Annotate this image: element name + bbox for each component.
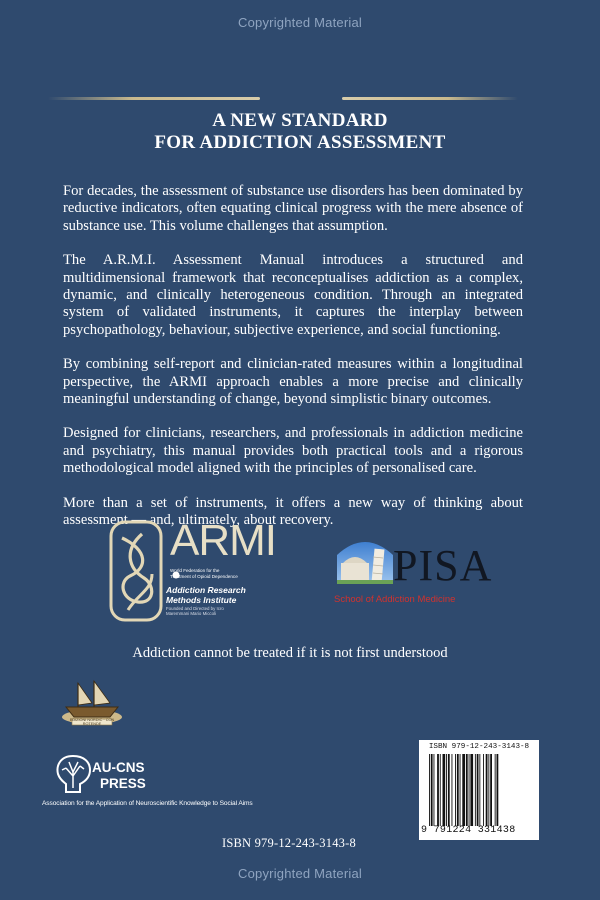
barcode-bars-icon [429, 754, 537, 826]
ship-logo-caption: EDIZIONI NORDIC · CON ROTENDE [69, 718, 115, 726]
tree-head-icon [52, 752, 94, 796]
barcode-bar [429, 754, 430, 826]
headline-line-1: A NEW STANDARD [212, 110, 388, 131]
barcode-bar [488, 754, 489, 826]
headline [0, 110, 580, 154]
armi-institute-name: Addiction Research Methods Institute [166, 585, 246, 605]
barcode-bar [437, 754, 439, 826]
barcode-bar [434, 754, 435, 826]
barcode-bar [483, 754, 484, 826]
aucns-wordmark: AU-CNS [92, 760, 145, 775]
decorative-rule-left [48, 97, 260, 100]
barcode-bar [457, 754, 459, 826]
barcode-bar [431, 754, 433, 826]
barcode-bar [475, 754, 476, 826]
headline-line-2: FOR ADDICTION ASSESSMENT [154, 132, 446, 153]
barcode-bar [497, 754, 499, 826]
barcode-bar [440, 754, 441, 826]
watermark-bottom: Copyrighted Material [238, 866, 362, 881]
watermark-top: Copyrighted Material [238, 15, 362, 30]
barcode-bar [455, 754, 456, 826]
armi-federation-text: World Federation for the Treatment of Opioid Dependence [170, 568, 238, 579]
pisa-school-subtitle: School of Addiction Medicine [334, 594, 456, 605]
barcode-bar [448, 754, 450, 826]
pisa-wordmark: PISA [393, 541, 493, 590]
back-cover-blurb [63, 183, 523, 547]
barcode-bar [495, 754, 496, 826]
barcode-bar [446, 754, 447, 826]
blurb-paragraph-4: Designed for clinicians, researchers, and professionals in addiction medicine and psychiatry, this manual provides both practical tools and a rigorous methodological model aligned with the principles of personalised care. [63, 425, 523, 477]
barcode-bar [452, 754, 453, 826]
leaning-tower-photo-icon [335, 533, 395, 585]
barcode-bar [479, 754, 480, 826]
blurb-paragraph-2: The A.R.M.I. Assessment Manual introduces a structured and multidimensional framework that reconceptualises addiction as a complex, dynamic, and clinically heterogeneous condition. Through an integrated system of validated instruments, it captures the interplay between psychopathology, behaviour, subjective experience, and social functioning. [63, 252, 523, 338]
blurb-paragraph-1: For decades, the assessment of substance use disorders has been dominated by reductive indicators, often equating clinical progress with the mere absence of substance use. This volume challenges that assumption. [63, 183, 523, 234]
barcode-bar [469, 754, 470, 826]
blurb-paragraph-5: More than a set of instruments, it offers a new way of thinking about assessment — and, ultimately, about recovery. [63, 494, 523, 529]
blurb-paragraph-3: By combining self-report and clinician-rated measures within a longitudinal perspective, the ARMI approach enables a more precise and clinically meaningful understanding of change, beyond simplistic binary outcomes. [63, 356, 523, 408]
barcode-bar [477, 754, 479, 826]
aucns-description: Association for the Application of Neuroscientific Knowledge to Social Aims [42, 800, 253, 807]
decorative-rule-right [342, 97, 518, 100]
armi-founders-text: Founded and Directed by Icro Maremmani Mario Miccoli [166, 606, 224, 616]
barcode-bar [460, 754, 461, 826]
tagline: Addiction cannot be treated if it is not first understood [132, 645, 448, 661]
barcode-bar [490, 754, 492, 826]
barcode-bar [470, 754, 473, 826]
barcode-isbn-text: ISBN 979-12-243-3143-8 [428, 743, 530, 751]
barcode-bar [486, 754, 488, 826]
barcode-bar [462, 754, 465, 826]
isbn-number: ISBN 979-12-243-3143-8 [222, 836, 356, 850]
barcode-digits: 9 791224 331438 [421, 825, 516, 836]
armi-wordmark: ARMI [170, 516, 276, 565]
aucns-press-label: PRESS [100, 776, 146, 791]
barcode-bar [466, 754, 468, 826]
isbn-barcode [419, 740, 539, 840]
barcode-bar [443, 754, 446, 826]
